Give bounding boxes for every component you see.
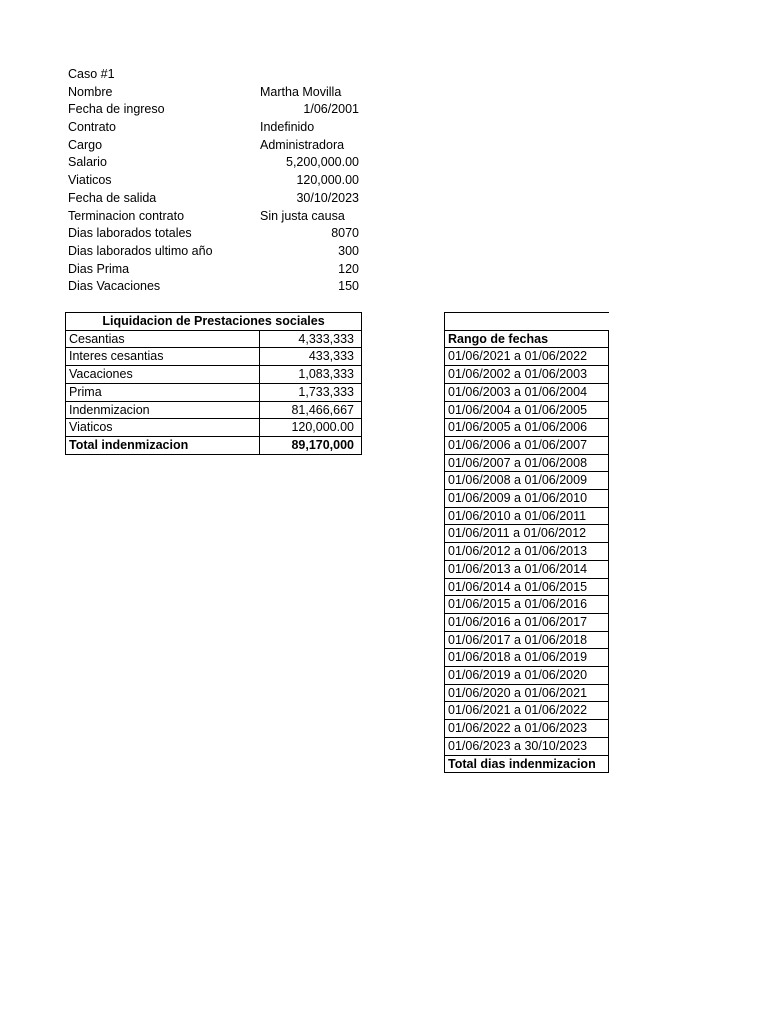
rango-cell: 01/06/2003 a 01/06/2004 <box>445 383 609 401</box>
liquidacion-concepto: Indenmizacion <box>66 401 260 419</box>
rango-cell: 01/06/2019 a 01/06/2020 <box>445 667 609 685</box>
rango-row <box>445 649 609 667</box>
liquidacion-valor: 4,333,333 <box>260 330 362 348</box>
rango-row <box>445 596 609 614</box>
rango-cell: 01/06/2021 a 01/06/2022 <box>445 348 609 366</box>
info-row <box>68 154 368 172</box>
info-label: Viaticos <box>68 173 112 188</box>
rango-header-row <box>445 330 609 348</box>
info-row <box>68 243 368 261</box>
info-value: Sin justa causa <box>260 208 345 223</box>
rango-cell: 01/06/2013 a 01/06/2014 <box>445 560 609 578</box>
rango-row <box>445 684 609 702</box>
rango-cell: 01/06/2015 a 01/06/2016 <box>445 596 609 614</box>
rango-cell: 01/06/2006 a 01/06/2007 <box>445 436 609 454</box>
rango-row <box>445 667 609 685</box>
rango-cell: 01/06/2008 a 01/06/2009 <box>445 472 609 490</box>
info-value: 5,200,000.00 <box>286 155 359 170</box>
case-title: Caso #1 <box>68 67 115 81</box>
rango-cell: 01/06/2007 a 01/06/2008 <box>445 454 609 472</box>
rango-total-label: Total dias indenmizacion <box>445 755 609 773</box>
info-label: Fecha de ingreso <box>68 102 165 117</box>
rango-cell: 01/06/2009 a 01/06/2010 <box>445 490 609 508</box>
info-value: 30/10/2023 <box>296 190 359 205</box>
rango-row <box>445 490 609 508</box>
info-value: 120 <box>338 261 359 276</box>
liquidacion-total-value: 89,170,000 <box>260 436 362 454</box>
info-value: 1/06/2001 <box>303 102 359 117</box>
liquidacion-row <box>66 383 362 401</box>
rango-fechas-table <box>444 312 609 773</box>
info-label: Salario <box>68 155 107 170</box>
rango-row <box>445 737 609 755</box>
liquidacion-row <box>66 401 362 419</box>
rango-cell: 01/06/2022 a 01/06/2023 <box>445 720 609 738</box>
rango-cell: 01/06/2023 a 30/10/2023 <box>445 737 609 755</box>
info-value: Indefinido <box>260 120 315 135</box>
rango-row <box>445 720 609 738</box>
liquidacion-concepto: Cesantias <box>66 330 260 348</box>
liquidacion-valor: 81,466,667 <box>260 401 362 419</box>
rango-row <box>445 543 609 561</box>
info-row <box>68 172 368 190</box>
info-label: Dias Prima <box>68 261 130 276</box>
info-label: Terminacion contrato <box>68 208 185 223</box>
info-label: Cargo <box>68 137 103 152</box>
rango-header: Rango de fechas <box>445 330 609 348</box>
info-value: 150 <box>338 279 359 294</box>
rango-cell: 01/06/2002 a 01/06/2003 <box>445 366 609 384</box>
liquidacion-concepto: Viaticos <box>66 419 260 437</box>
rango-cell: 01/06/2005 a 01/06/2006 <box>445 419 609 437</box>
info-row <box>68 261 368 279</box>
liquidacion-row <box>66 419 362 437</box>
rango-empty-header-row <box>445 313 609 331</box>
info-value: Administradora <box>260 137 345 152</box>
info-row <box>68 119 368 137</box>
rango-total-row <box>445 755 609 773</box>
info-label: Dias laborados ultimo año <box>68 243 213 258</box>
liquidacion-row <box>66 366 362 384</box>
rango-row <box>445 702 609 720</box>
info-value: Martha Movilla <box>260 84 342 99</box>
liquidacion-valor: 1,083,333 <box>260 366 362 384</box>
rango-row <box>445 507 609 525</box>
rango-row <box>445 560 609 578</box>
info-row <box>68 208 368 226</box>
rango-cell: 01/06/2020 a 01/06/2021 <box>445 684 609 702</box>
liquidacion-title-row <box>66 313 362 331</box>
liquidacion-row <box>66 348 362 366</box>
case-title-row <box>68 66 368 84</box>
info-label: Fecha de salida <box>68 190 157 205</box>
info-row <box>68 101 368 119</box>
rango-row <box>445 401 609 419</box>
rango-row <box>445 525 609 543</box>
info-label: Dias laborados totales <box>68 226 192 241</box>
rango-cell: 01/06/2004 a 01/06/2005 <box>445 401 609 419</box>
rango-row <box>445 454 609 472</box>
rango-empty-cell <box>445 313 609 331</box>
rango-cell: 01/06/2014 a 01/06/2015 <box>445 578 609 596</box>
info-row <box>68 137 368 155</box>
rango-row <box>445 366 609 384</box>
case-info-block <box>68 66 368 296</box>
info-value: 8070 <box>331 226 359 241</box>
rango-cell: 01/06/2018 a 01/06/2019 <box>445 649 609 667</box>
info-label: Contrato <box>68 120 116 135</box>
rango-cell: 01/06/2012 a 01/06/2013 <box>445 543 609 561</box>
liquidacion-total-row <box>66 436 362 454</box>
info-row <box>68 84 368 102</box>
case-info-rows <box>68 84 368 296</box>
info-row <box>68 190 368 208</box>
rango-cell: 01/06/2021 a 01/06/2022 <box>445 702 609 720</box>
liquidacion-valor: 120,000.00 <box>260 419 362 437</box>
info-value: 300 <box>338 243 359 258</box>
rango-cell: 01/06/2017 a 01/06/2018 <box>445 631 609 649</box>
rango-row <box>445 578 609 596</box>
rango-row <box>445 631 609 649</box>
rango-row <box>445 348 609 366</box>
rango-row <box>445 613 609 631</box>
liquidacion-concepto: Prima <box>66 383 260 401</box>
liquidacion-table <box>65 312 362 455</box>
liquidacion-valor: 433,333 <box>260 348 362 366</box>
info-row <box>68 278 368 296</box>
liquidacion-total-label: Total indenmizacion <box>66 436 260 454</box>
info-label: Nombre <box>68 84 113 99</box>
rango-row <box>445 436 609 454</box>
rango-cell: 01/06/2016 a 01/06/2017 <box>445 613 609 631</box>
rango-cell: 01/06/2010 a 01/06/2011 <box>445 507 609 525</box>
info-label: Dias Vacaciones <box>68 279 161 294</box>
liquidacion-valor: 1,733,333 <box>260 383 362 401</box>
rango-cell: 01/06/2011 a 01/06/2012 <box>445 525 609 543</box>
rango-row <box>445 419 609 437</box>
liquidacion-concepto: Interes cesantias <box>66 348 260 366</box>
liquidacion-title: Liquidacion de Prestaciones sociales <box>66 313 362 331</box>
rango-row <box>445 383 609 401</box>
liquidacion-row <box>66 330 362 348</box>
liquidacion-concepto: Vacaciones <box>66 366 260 384</box>
info-row <box>68 225 368 243</box>
rango-row <box>445 472 609 490</box>
info-value: 120,000.00 <box>296 173 359 188</box>
